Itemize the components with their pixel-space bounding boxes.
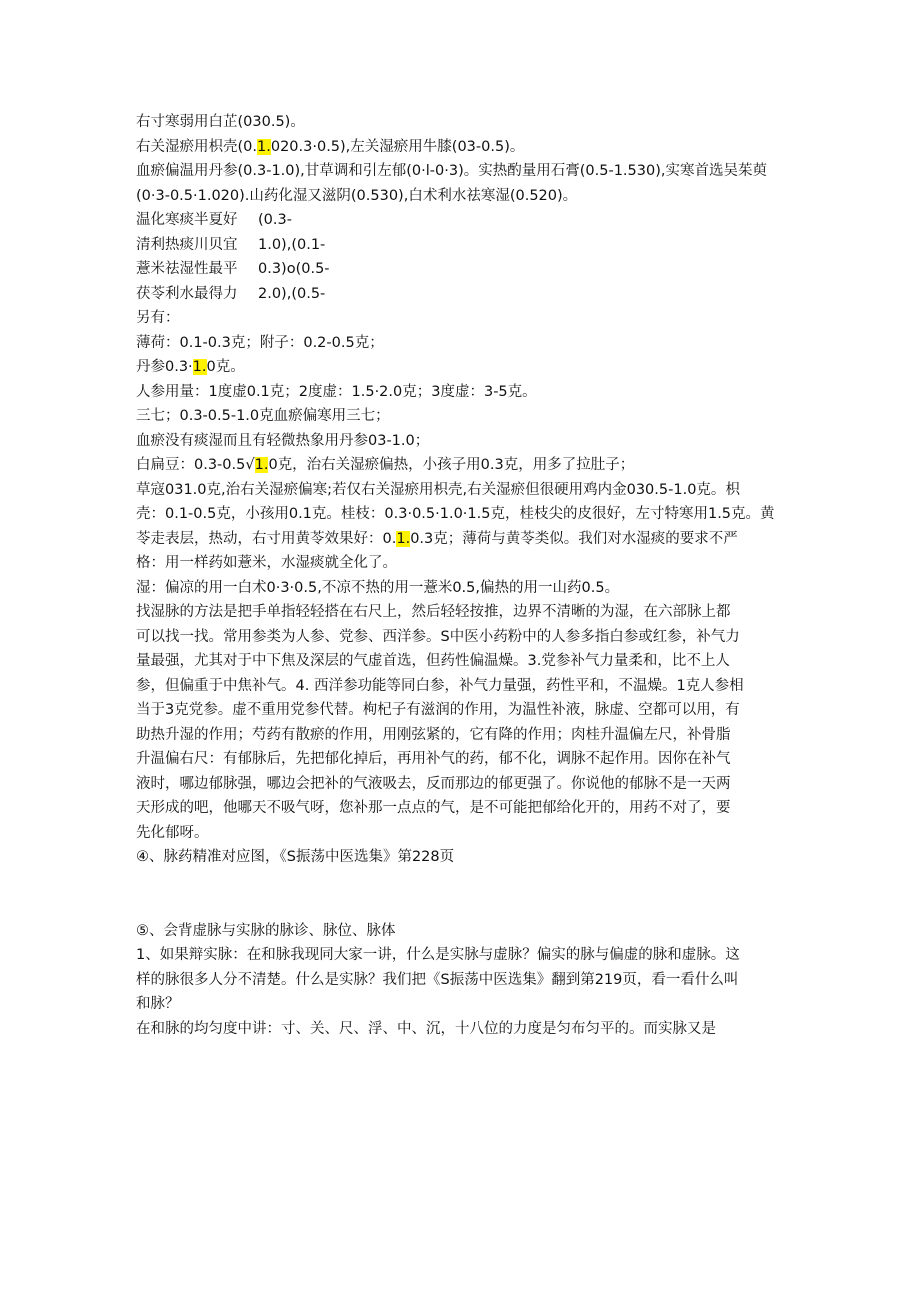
text-span: 020.3·0.5),左关湿瘀用牛膝(03-0.5)。	[270, 138, 525, 155]
highlight-mark: 1.	[254, 457, 269, 473]
section-spacer	[136, 870, 786, 919]
text-line: 草寇031.0克,治右关湿瘀偏寒;若仅右关湿瘀用枳壳,右关湿瘀但很硬用鸡内金030.5-1.0克。枳	[136, 481, 740, 498]
text-span: 白扁豆：0.3-0.5√	[136, 457, 255, 473]
text-span: 丹参0.3·	[136, 359, 193, 375]
text-line: 1、如果辩实脉：在和脉我现同大家一讲，什么是实脉与虚脉？偏实的脉与偏虚的脉和虚脉。这	[136, 947, 740, 963]
herb-name: 薏米祛湿性最平	[136, 261, 238, 277]
section-heading: ④、脉药精准对应图，《S振荡中医选集》第228页	[136, 849, 455, 865]
text-line	[136, 355, 786, 380]
text-line: 升温偏右尺：有郁脉后，先把郁化掉后，再用补气的药，郁不化，调脉不起作用。因你在补气	[136, 751, 731, 767]
text-line: 湿：偏凉的用一白术0·3·0.5,不凉不热的用一薏米0.5,偏热的用一山药0.5。	[136, 579, 620, 596]
herb-dose: 1.0),(0.1-	[258, 236, 326, 253]
text-line: 在和脉的均匀度中讲：寸、关、尺、浮、中、沉，十八位的力度是匀布匀平的。而实脉又是	[136, 1020, 716, 1037]
text-line: 先化郁呀。	[136, 824, 209, 841]
text-line: 液时，哪边郁脉强，哪边会把补的气液吸去，反而那边的郁更强了。你说他的郁脉不是一天两	[136, 775, 731, 792]
text-line: (0·3-0.5·1.020).山药化湿又滋阴(0.530),白术利水祛寒湿(0.520)。	[136, 187, 578, 204]
highlight-mark: 1.	[192, 359, 207, 375]
text-span: 0.3克；薄荷与黄苓类似。我们对水湿痰的要求不严	[410, 530, 738, 547]
text-line: 三七；0.3-0.5-1.0克血瘀偏寒用三七；	[136, 408, 390, 424]
herb-dose: 2.0),(0.5-	[258, 285, 326, 302]
text-span: 0克。	[206, 359, 245, 375]
text-line: 可以找一找。常用参类为人参、党参、西洋参。S中医小药粉中的人参多指白参或红参，补气力	[136, 628, 740, 645]
text-line: 和脉？	[136, 996, 180, 1012]
text-line: 参，但偏重于中焦补气。4. 西洋参功能等同白参，补气力量强，药性平和，不温燥。1克人参相	[136, 677, 744, 694]
section-heading: ⑤、会背虚脉与实脉的脉诊、脉位、脉体	[136, 922, 396, 939]
dosage-two-column-block	[136, 208, 786, 306]
text-line: 量最强，尤其对于中下焦及深层的气虚首选，但药性偏温燥。3.党参补气力量柔和，比不上人	[136, 653, 730, 669]
text-line: 当于3克党参。虚不重用党参代替。枸杞子有滋润的作用，为温性补液，脉虚、空都可以用，有	[136, 702, 740, 718]
text-line: 天形成的吧，他哪天不吸气呀，您补那一点点的气，是不可能把郁给化开的，用药不对了，要	[136, 800, 731, 816]
text-line	[136, 453, 786, 478]
text-line: 血瘀偏温用丹参(0.3-1.0),甘草调和引左郁(0·l-0·3)。实热酌量用石膏(0.5-1.530),实寒首选吴茱萸	[136, 163, 767, 179]
herb-dose: (0.3-	[258, 212, 292, 228]
herb-name: 温化寒痰半夏好	[136, 212, 238, 228]
text-span: 苓走表层，热动，右寸用黄苓效果好：0.	[136, 530, 397, 547]
text-line: 人参用量：1度虚0.1克；2度虚：1.5·2.0克；3度虚：3-5克。	[136, 383, 537, 400]
text-line	[136, 135, 786, 160]
document-page	[136, 110, 786, 1041]
text-line: 找湿脉的方法是把手单指轻轻搭在右尺上，然后轻轻按推，边界不清晰的为湿，在六部脉上都	[136, 604, 731, 620]
herb-name: 茯苓利水最得力	[136, 285, 238, 302]
text-line: 另有：	[136, 310, 180, 326]
herb-doses-column	[258, 208, 378, 306]
herb-names-column	[136, 208, 258, 306]
highlight-mark: 1.	[257, 138, 271, 155]
herb-dose: 0.3)o(0.5-	[258, 261, 330, 277]
text-line: 格：用一样药如薏米，水湿痰就全化了。	[136, 555, 397, 571]
text-line: 血瘀没有痰湿而且有轻微热象用丹参03-1.0；	[136, 432, 430, 449]
herb-name: 清利热痰川贝宜	[136, 236, 238, 253]
text-span: 右关湿瘀用枳壳(0.	[136, 138, 257, 155]
text-span: 0克，治右关湿瘀偏热，小孩子用0.3克，用多了拉肚子；	[268, 457, 635, 473]
text-line: 薄荷：0.1-0.3克；附子：0.2-0.5克；	[136, 334, 384, 351]
text-line	[136, 527, 786, 552]
text-line: 右寸寒弱用白芷(030.5)。	[136, 114, 305, 130]
text-line: 壳：0.1-0.5克，小孩用0.1克。桂枝：0.3·0.5·1.0·1.5克，桂枝尖的皮很好，左寸特寒用1.5克。黄	[136, 506, 775, 522]
highlight-mark: 1.	[396, 530, 411, 547]
text-line: 样的脉很多人分不清楚。什么是实脉？我们把《S振荡中医选集》翻到第219页，看一看什么叫	[136, 971, 739, 988]
text-line: 助热升湿的作用；芍药有散瘀的作用，用刚弦紧的，它有降的作用；肉桂升温偏左尺，补骨脂	[136, 726, 731, 743]
